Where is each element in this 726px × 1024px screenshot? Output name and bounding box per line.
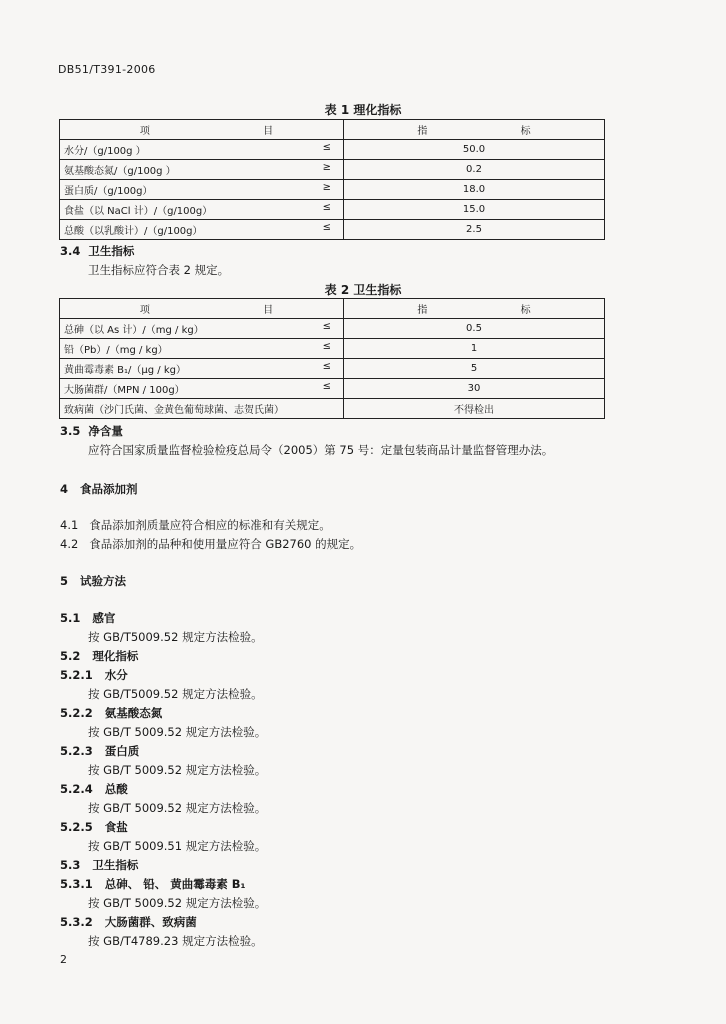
table1-caption: 表 1 理化指标 xyxy=(324,103,402,117)
table-row xyxy=(60,319,605,339)
section-3-5-heading: 3.5 净含量 xyxy=(60,424,123,438)
section-5-3-2-heading: 5.3.2 大肠菌群、致病菌 xyxy=(60,915,197,929)
value-cell: 30 xyxy=(344,379,605,399)
section-5-2-heading: 5.2 理化指标 xyxy=(60,649,139,663)
section-3-4-body: 卫生指标应符合表 2 规定。 xyxy=(88,263,230,277)
header-item-cell: 项 目 xyxy=(60,299,344,319)
section-5-2-2-body: 按 GB/T 5009.52 规定方法检验。 xyxy=(88,725,267,739)
table2-caption: 表 2 卫生指标 xyxy=(324,283,402,297)
value-cell: 2.5 xyxy=(344,220,605,240)
section-4-2: 4.2 食品添加剂的品种和使用量应符合 GB2760 的规定。 xyxy=(60,537,362,551)
item-cell: 大肠菌群/（MPN / 100g） ≤ xyxy=(60,379,344,399)
section-4-1: 4.1 食品添加剂质量应符合相应的标准和有关规定。 xyxy=(60,518,331,532)
header-item-cell: 项 目 xyxy=(60,120,344,140)
item-cell: 蛋白质/（g/100g） ≥ xyxy=(60,180,344,200)
section-5-2-2-heading: 5.2.2 氨基酸态氮 xyxy=(60,706,163,720)
section-5-2-5-body: 按 GB/T 5009.51 规定方法检验。 xyxy=(88,839,267,853)
item-cell: 铅（Pb）/（mg / kg） ≤ xyxy=(60,339,344,359)
table-header-row xyxy=(60,299,605,319)
value-cell: 1 xyxy=(344,339,605,359)
section-3-5-body: 应符合国家质量监督检验检疫总局令（2005）第 75 号：定量包装商品计量监督管理办法。 xyxy=(88,443,554,457)
section-4-heading: 4 食品添加剂 xyxy=(60,482,138,496)
table-row xyxy=(60,220,605,240)
table-header-row xyxy=(60,120,605,140)
section-5-3-1-heading: 5.3.1 总砷、 铅、 黄曲霉毒素 B₁ xyxy=(60,877,246,891)
item-cell: 致病菌（沙门氏菌、金黄色葡萄球菌、志贺氏菌） xyxy=(60,399,344,419)
table1-physicochemical xyxy=(59,119,605,240)
document-code: DB51/T391-2006 xyxy=(58,63,156,76)
table-row xyxy=(60,200,605,220)
table2-hygiene xyxy=(59,298,605,419)
value-cell: 5 xyxy=(344,359,605,379)
value-cell: 0.2 xyxy=(344,160,605,180)
section-5-2-4-heading: 5.2.4 总酸 xyxy=(60,782,128,796)
section-5-2-4-body: 按 GB/T 5009.52 规定方法检验。 xyxy=(88,801,267,815)
header-value-cell: 指 标 xyxy=(344,299,605,319)
item-cell: 水分/（g/100g ） ≤ xyxy=(60,140,344,160)
value-cell: 不得检出 xyxy=(344,399,605,419)
header-value-cell: 指 标 xyxy=(344,120,605,140)
value-cell: 18.0 xyxy=(344,180,605,200)
item-cell: 氨基酸态氮/（g/100g ） ≥ xyxy=(60,160,344,180)
item-cell: 黄曲霉毒素 B₁/（μg / kg） ≤ xyxy=(60,359,344,379)
item-cell: 总酸（以乳酸计）/（g/100g） ≤ xyxy=(60,220,344,240)
section-5-3-1-body: 按 GB/T 5009.52 规定方法检验。 xyxy=(88,896,267,910)
item-cell: 总砷（以 As 计）/（mg / kg） ≤ xyxy=(60,319,344,339)
table-row xyxy=(60,140,605,160)
section-5-2-3-heading: 5.2.3 蛋白质 xyxy=(60,744,140,758)
table-row xyxy=(60,180,605,200)
value-cell: 0.5 xyxy=(344,319,605,339)
item-cell: 食盐（以 NaCl 计）/（g/100g） ≤ xyxy=(60,200,344,220)
table-row xyxy=(60,160,605,180)
section-3-4-heading: 3.4 卫生指标 xyxy=(60,244,135,258)
section-5-heading: 5 试验方法 xyxy=(60,574,127,588)
table-row xyxy=(60,359,605,379)
section-5-2-3-body: 按 GB/T 5009.52 规定方法检验。 xyxy=(88,763,267,777)
section-5-3-2-body: 按 GB/T4789.23 规定方法检验。 xyxy=(88,934,263,948)
table-row xyxy=(60,379,605,399)
value-cell: 15.0 xyxy=(344,200,605,220)
section-5-3-heading: 5.3 卫生指标 xyxy=(60,858,139,872)
page-number: 2 xyxy=(60,953,67,966)
value-cell: 50.0 xyxy=(344,140,605,160)
table-row xyxy=(60,399,605,419)
section-5-1-body: 按 GB/T5009.52 规定方法检验。 xyxy=(88,630,263,644)
section-5-2-5-heading: 5.2.5 食盐 xyxy=(60,820,128,834)
section-5-1-heading: 5.1 感官 xyxy=(60,611,116,625)
table-row xyxy=(60,339,605,359)
section-5-2-1-heading: 5.2.1 水分 xyxy=(60,668,128,682)
section-5-2-1-body: 按 GB/T5009.52 规定方法检验。 xyxy=(88,687,263,701)
